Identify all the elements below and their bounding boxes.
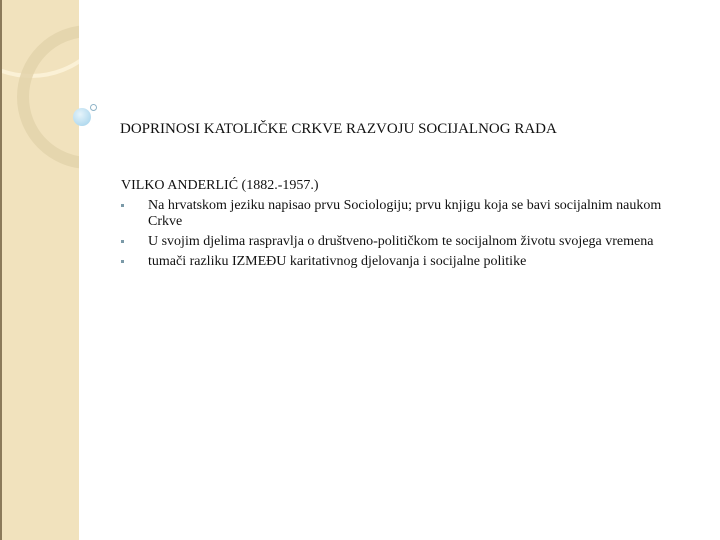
content-heading: VILKO ANDERLIĆ (1882.-1957.)	[121, 178, 319, 193]
bullet-icon	[121, 204, 124, 207]
list-item	[121, 234, 691, 250]
list-item	[121, 254, 691, 270]
decorative-sidebar	[0, 0, 79, 540]
decorative-bubble-icon	[73, 108, 91, 126]
bullet-icon	[121, 240, 124, 243]
bullet-icon	[121, 260, 124, 263]
list-item-text: U svojim djelima raspravlja o društveno-političkom te socijalnom životu svojega vremena	[148, 234, 654, 249]
decorative-small-bubble-icon	[90, 104, 97, 111]
bullet-list	[121, 198, 691, 270]
list-item-text: Na hrvatskom jeziku napisao prvu Sociologiju; prvu knjigu koja se bavi socijalnim naukom Crkve	[148, 198, 662, 229]
list-item	[121, 198, 691, 230]
list-item-text: tumači razliku IZMEĐU karitativnog djelovanja i socijalne politike	[148, 254, 527, 269]
slide-content	[121, 178, 691, 274]
slide-title: DOPRINOSI KATOLIČKE CRKVE RAZVOJU SOCIJALNOG RADA	[120, 121, 557, 137]
